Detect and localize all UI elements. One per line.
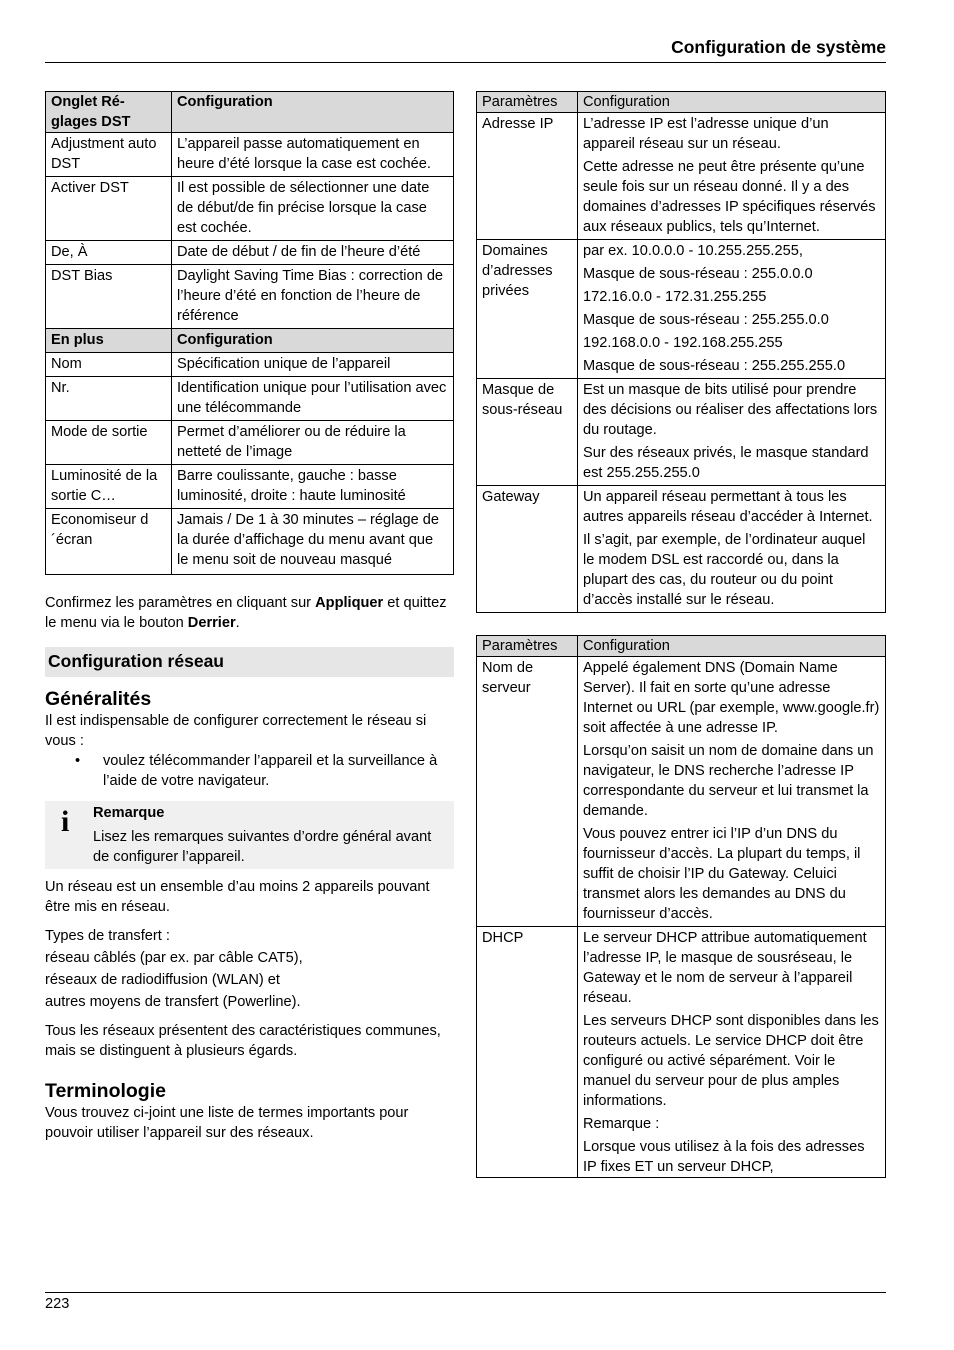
table-cell-param: Luminosité de la sortie C… — [46, 465, 172, 509]
table-row — [46, 241, 454, 265]
table-cell-config: Permet d’améliorer ou de réduire la netteté de l’image — [172, 421, 454, 465]
table-subheader-row — [46, 329, 454, 353]
table-cell-config: Identification unique pour l’utilisation avec une télécommande — [172, 377, 454, 421]
table-header-row — [477, 636, 886, 657]
table-row — [46, 377, 454, 421]
table-subheader-cell: Configuration — [172, 329, 454, 353]
table-row — [46, 509, 454, 575]
table-header-cell: Paramètres — [477, 92, 578, 113]
cell-line: Les serveurs DHCP sont disponibles dans les routeurs actuels. Le service DHCP doit être configuré ou activé séparément. Voir le manuel du serveur pour de plus amples informations. — [583, 1013, 879, 1109]
dst-settings-table — [45, 91, 454, 575]
table-cell-param: Nom — [46, 353, 172, 377]
table-header-cell: Configuration — [172, 92, 454, 133]
table-cell-config — [578, 379, 886, 486]
page-header-title: Configuration de système — [671, 37, 886, 57]
table-cell-config: Spécification unique de l’appareil — [172, 353, 454, 377]
back-keyword: Derrier — [187, 615, 236, 631]
table-subheader-cell: En plus — [46, 329, 172, 353]
terminologie-text: Vous trouvez ci-joint une liste de termes importants pour pouvoir utiliser l’appareil sur des réseaux. — [45, 1105, 409, 1141]
transfer-type-item: autres moyens de transfert (Powerline). — [45, 994, 301, 1010]
cell-line: Masque de sous-réseau : 255.255.0.0 — [583, 312, 829, 328]
table-row — [477, 379, 886, 486]
cell-line: Est un masque de bits utilisé pour prendre des décisions ou réaliser des affectations lors du routage. — [583, 382, 878, 438]
cell-line: Appelé également DNS (Domain Name Server). Il fait en sorte qu’une adresse Internet ou URL (par exemple, www.google.fr) soit affectée à une adresse IP. — [583, 660, 880, 736]
cell-line: Il s’agit, par exemple, de l’ordinateur auquel le modem DSL est raccordé ou, dans la plupart des cas, du routeur ou du point d’accès installé sur le réseau. — [583, 532, 866, 608]
network-params-table-1 — [476, 91, 886, 613]
table-cell-param: DST Bias — [46, 265, 172, 329]
table-row — [477, 240, 886, 379]
table-row — [477, 927, 886, 1178]
table-cell-param: DHCP — [477, 927, 578, 1178]
table-row — [477, 657, 886, 927]
page-number: 223 — [45, 1296, 70, 1312]
table-row — [46, 133, 454, 177]
table-row — [46, 177, 454, 241]
table-cell-config — [578, 657, 886, 927]
table-header-row — [477, 92, 886, 113]
cell-line: Lorsqu’on saisit un nom de domaine dans un navigateur, le DNS recherche l’adresse IP correspondante du serveur et lui transmet la demande. — [583, 743, 874, 819]
table-cell-config — [578, 486, 886, 613]
cell-line: Cette adresse ne peut être présente qu’une seule fois sur un réseau donné. Il y a des domaines d’adresses IP spécifiques réservés aux réseaux publics, tels qu’Internet. — [583, 159, 876, 235]
table-cell-param: Nom de serveur — [477, 657, 578, 927]
table-cell-config: Il est possible de sélectionner une date de début/de fin précise lorsque la case est cochée. — [172, 177, 454, 241]
table-header-row — [46, 92, 454, 133]
table-cell-param: Economiseur d´écran — [46, 509, 172, 575]
confirm-paragraph — [45, 593, 454, 633]
confirm-text: Confirmez les paramètres en cliquant sur — [45, 595, 316, 611]
cell-line: 192.168.0.0 - 192.168.255.255 — [583, 335, 783, 351]
note-title: Remarque — [93, 805, 165, 821]
cell-line: Remarque : — [583, 1116, 660, 1132]
table-row — [46, 353, 454, 377]
table-cell-param: Domaines d’adresses privées — [477, 240, 578, 379]
cell-line: par ex. 10.0.0.0 - 10.255.255.255, — [583, 243, 803, 259]
table-header-cell: Onglet Réglages DST — [46, 92, 172, 133]
right-column — [476, 91, 886, 1178]
table-cell-param: De, À — [46, 241, 172, 265]
table-cell-config: Daylight Saving Time Bias : correction de l’heure d’été en fonction de l’heure de référence — [172, 265, 454, 329]
note-box — [45, 801, 454, 869]
footer-rule — [45, 1292, 886, 1293]
note-text: Lisez les remarques suivantes d’ordre général avant de configurer l’appareil. — [93, 829, 432, 865]
table-cell-config: Jamais / De 1 à 30 minutes – réglage de la durée d’affichage du menu avant que le menu soit de nouveau masqué — [172, 509, 454, 575]
network-definition-paragraph: Un réseau est un ensemble d’au moins 2 appareils pouvant être mis en réseau. — [45, 879, 430, 915]
cell-line: Masque de sous-réseau : 255.255.255.0 — [583, 358, 846, 374]
network-common-paragraph: Tous les réseaux présentent des caractéristiques communes, mais se distinguent à plusieurs égards. — [45, 1023, 441, 1059]
cell-line: Masque de sous-réseau : 255.0.0.0 — [583, 266, 813, 282]
generalites-bullet-list — [45, 751, 454, 791]
cell-line: L’adresse IP est l’adresse unique d’un appareil réseau sur un réseau. — [583, 116, 829, 152]
table-row — [46, 421, 454, 465]
apply-keyword: Appliquer — [315, 595, 384, 611]
table-header-cell: Paramètres — [477, 636, 578, 657]
header-rule — [45, 62, 886, 63]
cell-line: Lorsque vous utilisez à la fois des adresses IP fixes ET un serveur DHCP, — [583, 1139, 865, 1175]
transfer-type-item: réseaux de radiodiffusion (WLAN) et — [45, 972, 280, 988]
section-title: Configuration réseau — [45, 647, 454, 677]
table-header-cell: Configuration — [578, 636, 886, 657]
table-row — [477, 486, 886, 613]
transfer-type-item: réseau câblés (par ex. par câble CAT5), — [45, 950, 303, 966]
table-row — [46, 265, 454, 329]
cell-line: Vous pouvez entrer ici l’IP d’un DNS du fournisseur d’accès. La plupart du temps, il suffit de choisir l’IP du Gateway. Celuici transmet alors les demandes au DNS du fournisseur d’accès. — [583, 826, 861, 922]
table-cell-config: Barre coulissante, gauche : basse luminosité, droite : haute luminosité — [172, 465, 454, 509]
cell-line: Sur des réseaux privés, le masque standard est 255.255.255.0 — [583, 445, 869, 481]
table-cell-config — [578, 240, 886, 379]
list-item: • voulez télécommander l’appareil et la surveillance à l’aide de votre navigateur. — [103, 751, 454, 791]
table-row — [46, 465, 454, 509]
network-params-table-2 — [476, 635, 886, 1178]
table-cell-config — [578, 927, 886, 1178]
table-cell-param: Mode de sortie — [46, 421, 172, 465]
generalites-heading: Généralités — [45, 688, 152, 710]
cell-line: Le serveur DHCP attribue automatiquement l’adresse IP, le masque de sousréseau, le Gateway et le nom de serveur à l’appareil réseau. — [583, 930, 867, 1006]
table-cell-config — [578, 113, 886, 240]
terminologie-heading: Terminologie — [45, 1080, 166, 1102]
table-row — [477, 113, 886, 240]
table-header-cell: Configuration — [578, 92, 886, 113]
transfer-types-title: Types de transfert : — [45, 928, 170, 944]
cell-line: 172.16.0.0 - 172.31.255.255 — [583, 289, 767, 305]
table-cell-config: L’appareil passe automatiquement en heure d’été lorsque la case est cochée. — [172, 133, 454, 177]
table-cell-param: Adresse IP — [477, 113, 578, 240]
table-cell-param: Masque de sous-réseau — [477, 379, 578, 486]
generalites-intro: Il est indispensable de configurer correctement le réseau si vous : — [45, 713, 427, 749]
table-cell-param: Gateway — [477, 486, 578, 613]
table-cell-param: Nr. — [46, 377, 172, 421]
table-cell-config: Date de début / de fin de l’heure d’été — [172, 241, 454, 265]
info-icon: i — [61, 805, 70, 838]
left-column — [45, 91, 454, 1143]
table-cell-param: Adjustment auto DST — [46, 133, 172, 177]
confirm-text: et quittez le menu via le bouton — [45, 595, 447, 631]
table-cell-param: Activer DST — [46, 177, 172, 241]
confirm-text: . — [235, 615, 240, 631]
cell-line: Un appareil réseau permettant à tous les autres appareils réseau d’accéder à Internet. — [583, 489, 873, 525]
